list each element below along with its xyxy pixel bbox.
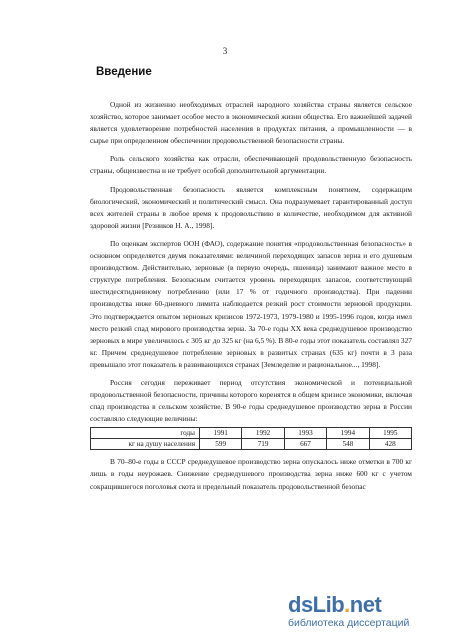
document-body bbox=[90, 99, 412, 499]
grain-production-table bbox=[90, 427, 412, 450]
logo-main: dsLib bbox=[288, 592, 345, 617]
table-cell-year: 1993 bbox=[284, 428, 326, 439]
table-cell-year: 1994 bbox=[327, 428, 369, 439]
logo-dot: . bbox=[344, 592, 350, 617]
dslib-subtitle: библиотека диссертаций bbox=[288, 617, 410, 629]
table-row-years bbox=[91, 428, 412, 439]
page-number: 3 bbox=[222, 46, 228, 56]
dslib-logo bbox=[288, 593, 448, 617]
paragraph-2: Роль сельского хозяйства как отрасли, обеспечивающей продовольственную безопасность страны, общеизвестна и не требует особой дополнительной аргументации. bbox=[90, 154, 412, 176]
table-row-label: годы bbox=[91, 428, 200, 439]
table-cell-value: 428 bbox=[369, 439, 411, 450]
table-cell-year: 1991 bbox=[200, 428, 242, 439]
paragraph-6: В 70–80-е годы в СССР среднедушевое производство зерна опускалось ниже отметки в 700 кг лишь в годы неурожаев. Снижение среднедушевого производства зерна ниже 600 кг с учетом сокращившегося поголовья скота и предельный показатель продовольственной безопас bbox=[90, 457, 412, 491]
table-cell-year: 1995 bbox=[369, 428, 411, 439]
paragraph-5: Россия сегодня переживает период отсутствия экономической и потенциальной продовольственной безопасности, причины которого коренятся в общем кризисе экономики, включая спад производства в сельском хозяйстве. В 90-е годы среднедушевое производство зерна в России составляло следующие величины: bbox=[90, 377, 412, 424]
paragraph-1: Одной из жизненно необходимых отраслей народного хозяйства страны является сельское хозяйство, которое занимает особое место в экономической жизни общества. Его важнейшей задачей является удовлетворение потребностей населения в продуктах питания, а промышленности — в сырье при определенном обеспечении продовольственной безопасности страны. bbox=[90, 100, 412, 146]
paragraph-3: Продовольственная безопасность является комплексным понятием, содержащим биологический, экономический и политический смысл. Она подразумевает гарантированный доступ всех жителей страны в любое время к продовольствию в количестве, необходимом для активной здоровой жизни [Резников Н. А., 1998]. bbox=[90, 184, 412, 230]
table-row-values bbox=[91, 439, 412, 450]
table-cell-year: 1992 bbox=[242, 428, 284, 439]
table-row-label: кг на душу населения bbox=[91, 439, 200, 450]
section-heading: Введение bbox=[96, 66, 152, 78]
table-cell-value: 719 bbox=[242, 439, 284, 450]
table-cell-value: 599 bbox=[200, 439, 242, 450]
table-cell-value: 548 bbox=[327, 439, 369, 450]
table-cell-value: 667 bbox=[284, 439, 326, 450]
logo-tld: net bbox=[349, 592, 382, 617]
dslib-watermark[interactable] bbox=[288, 593, 448, 629]
paragraph-4: По оценкам экспертов ООН (ФАО), содержание понятия «продовольственная безопасность» в основном определяется двумя показателями: величиной переходящих запасов зерна и его душевым производством. Действительно, зерновые (в первую очередь, пшеница) занимают важное место в структуре потребления. Безопасным считается уровень переходящих запасов, соответствующий шестидесятидневному потреблению (или 17 % от годичного производства). При падении производства ниже 60-дневного лимита наблюдается резкий рост стоимости зерновой продукции. Это подтверждается опытом зерновых кризисов 1972-1973, 1979-1980 и 1995-1996 годов, когда имел место резкий спад мирового производства зерна. За 70-е годы XX века среднедушевое производство зерновых в мире увеличилось с 305 кг до 325 кг (на 6,5 %). В 80-е годы этот показатель составлял 327 кг. Причем среднедушевое потребление зерновых в развитых странах (635 кг) почти в 3 раза превышало этот показатель в развивающихся странах [Земледелие и рациональное..., 1998]. bbox=[90, 238, 412, 369]
